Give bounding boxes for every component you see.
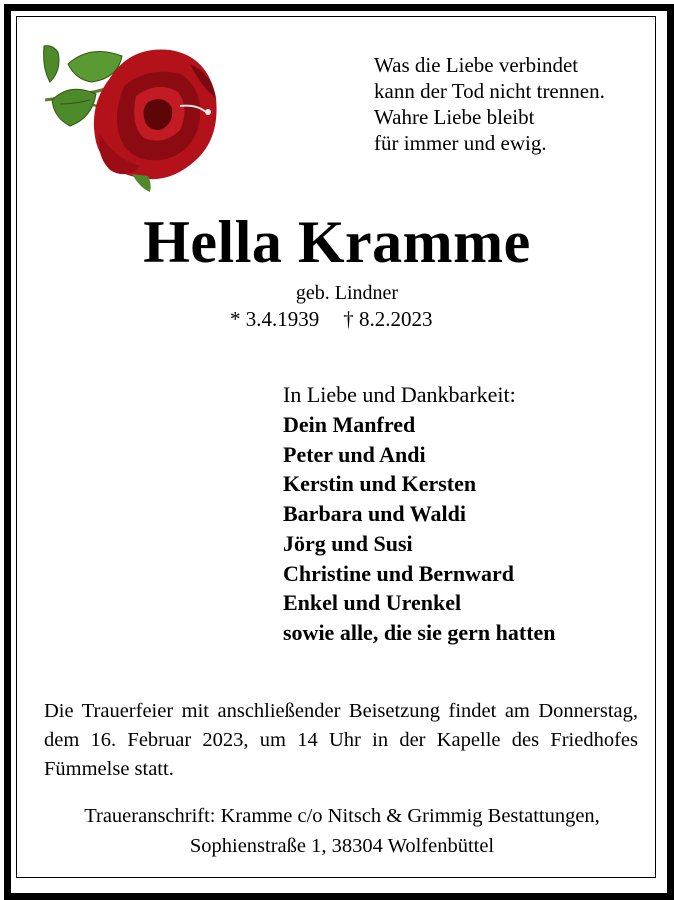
maiden-name: geb. Lindner [295, 282, 399, 304]
rose-image [40, 38, 225, 198]
quote-line: Was die Liebe verbindet [374, 53, 579, 77]
service-notice: Die Trauerfeier mit anschließender Beisetzung findet am Donnerstag, dem 16. Februar 2023, um 14 Uhr in der Kapelle des Friedhofes Fümmelse statt. [44, 700, 638, 780]
address-line: Traueranschrift: Kramme c/o Nitsch & Grimmig Bestattungen, [84, 805, 600, 827]
mourner-name: Kerstin und Kersten [283, 471, 477, 497]
death-date: † 8.2.2023 [343, 307, 433, 331]
birth-date: * 3.4.1939 [230, 307, 320, 331]
quote-line: kann der Tod nicht trennen. [374, 79, 605, 103]
mourner-name: Barbara und Waldi [283, 501, 466, 527]
mourners-intro: In Liebe und Dankbarkeit: [283, 382, 516, 407]
address-line: Sophienstraße 1, 38304 Wolfenbüttel [189, 835, 495, 857]
quote-line: für immer und ewig. [374, 131, 547, 155]
life-dates [230, 306, 433, 332]
mourner-name: Dein Manfred [283, 412, 416, 437]
mourner-name: Christine und Bernward [283, 560, 515, 586]
quote-block [374, 52, 654, 156]
deceased-name: Hella Kramme [143, 209, 531, 275]
quote-line: Wahre Liebe bleibt [374, 105, 535, 129]
mourner-name: Enkel und Urenkel [283, 590, 462, 616]
condolence-address [0, 801, 674, 861]
mourner-name: Peter und Andi [283, 441, 426, 467]
mourners-list [283, 410, 556, 648]
mourner-name: sowie alle, die sie gern hatten [283, 619, 556, 645]
mourner-name: Jörg und Susi [283, 530, 413, 556]
